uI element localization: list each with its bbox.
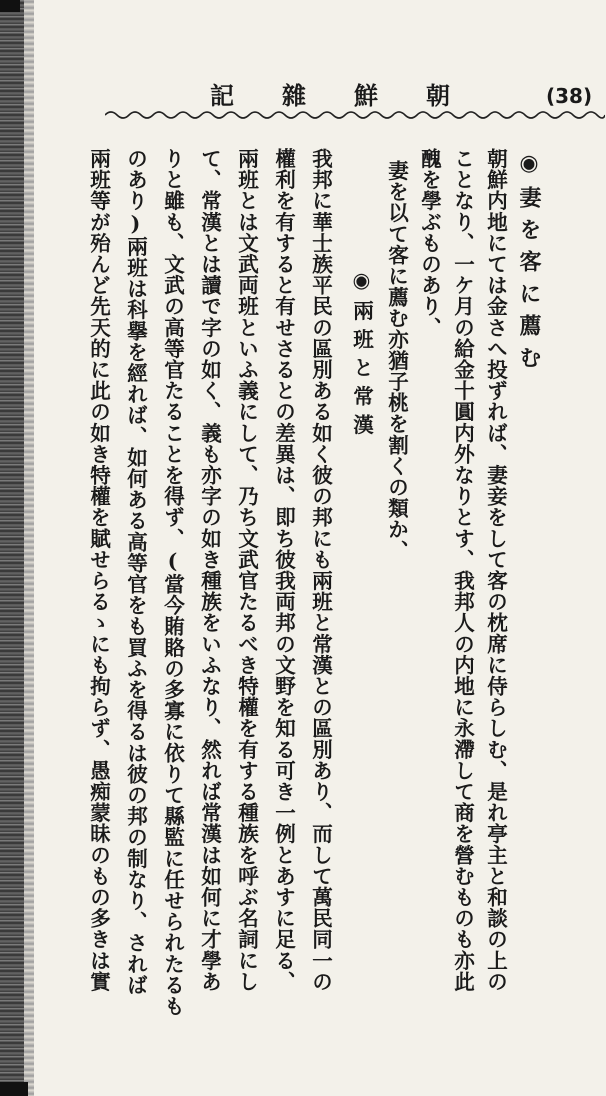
page-number: (38)	[546, 84, 593, 108]
header-char-3: 雜	[282, 80, 306, 110]
page-edge-shadow	[0, 0, 24, 1096]
text-column-4: 妻を以て客に薦む亦猶子桃を割くの類か、	[384, 160, 409, 561]
header-char-1: 朝	[426, 80, 450, 110]
header-wavy-rule	[105, 108, 605, 122]
section-heading-1: ◉妻を客に薦む	[516, 150, 542, 378]
text-column-8: て、常漢とは讀で字の如く、義も亦字の如き種族をいふなり、然れば常漢は如何に才學あ	[197, 148, 222, 992]
corner-mark-top	[0, 0, 20, 12]
text-column-1: 朝鮮内地にては金さへ投ずれば、妻妾をして客の枕席に侍らしむ、是れ亭主と和談の上の	[483, 148, 508, 992]
header-char-2: 鮮	[354, 80, 378, 110]
text-column-5: 我邦に華士族平民の區別ある如く彼の邦にも兩班と常漢との區別あり、而して萬民同一の	[308, 148, 333, 992]
page-edge-texture	[24, 0, 34, 1096]
text-column-7: 兩班とは文武両班といふ義にして、乃ち文武官たるべき特權を有する種族を呼ぶ名詞にし	[234, 148, 259, 992]
corner-mark-bottom	[0, 1082, 28, 1096]
text-column-3: 醜を學ぶものあり、	[417, 148, 442, 338]
text-column-2: ことなり、一ケ月の給金十圓内外なりとす、我邦人の内地に永滯して商を營むものも亦此	[450, 148, 475, 992]
header-char-4: 記	[210, 80, 234, 110]
text-column-6: 權利を有すると有せさるとの差異は、即ち彼我両邦の文野を知る可き一例とあすに足る、	[271, 148, 296, 992]
vertical-text-body	[40, 148, 546, 1048]
running-header	[210, 76, 450, 110]
text-column-9: りと雖も、文武の高等官たることを得ず、(當今賄賂の多寡に依りて縣監に任せられたるも	[160, 148, 185, 1017]
section-heading-2: ◉兩班と常漢	[349, 268, 374, 443]
text-column-10: のあり)兩班は科擧を經れば、如何ある高等官をも買ふを得るは彼の邦の制なり、されば	[123, 148, 148, 996]
text-column-11: 兩班等が殆んど先天的に此の如き特權を賦せらるゝにも拘らず、愚痴蒙昧のもの多きは實	[86, 148, 111, 992]
